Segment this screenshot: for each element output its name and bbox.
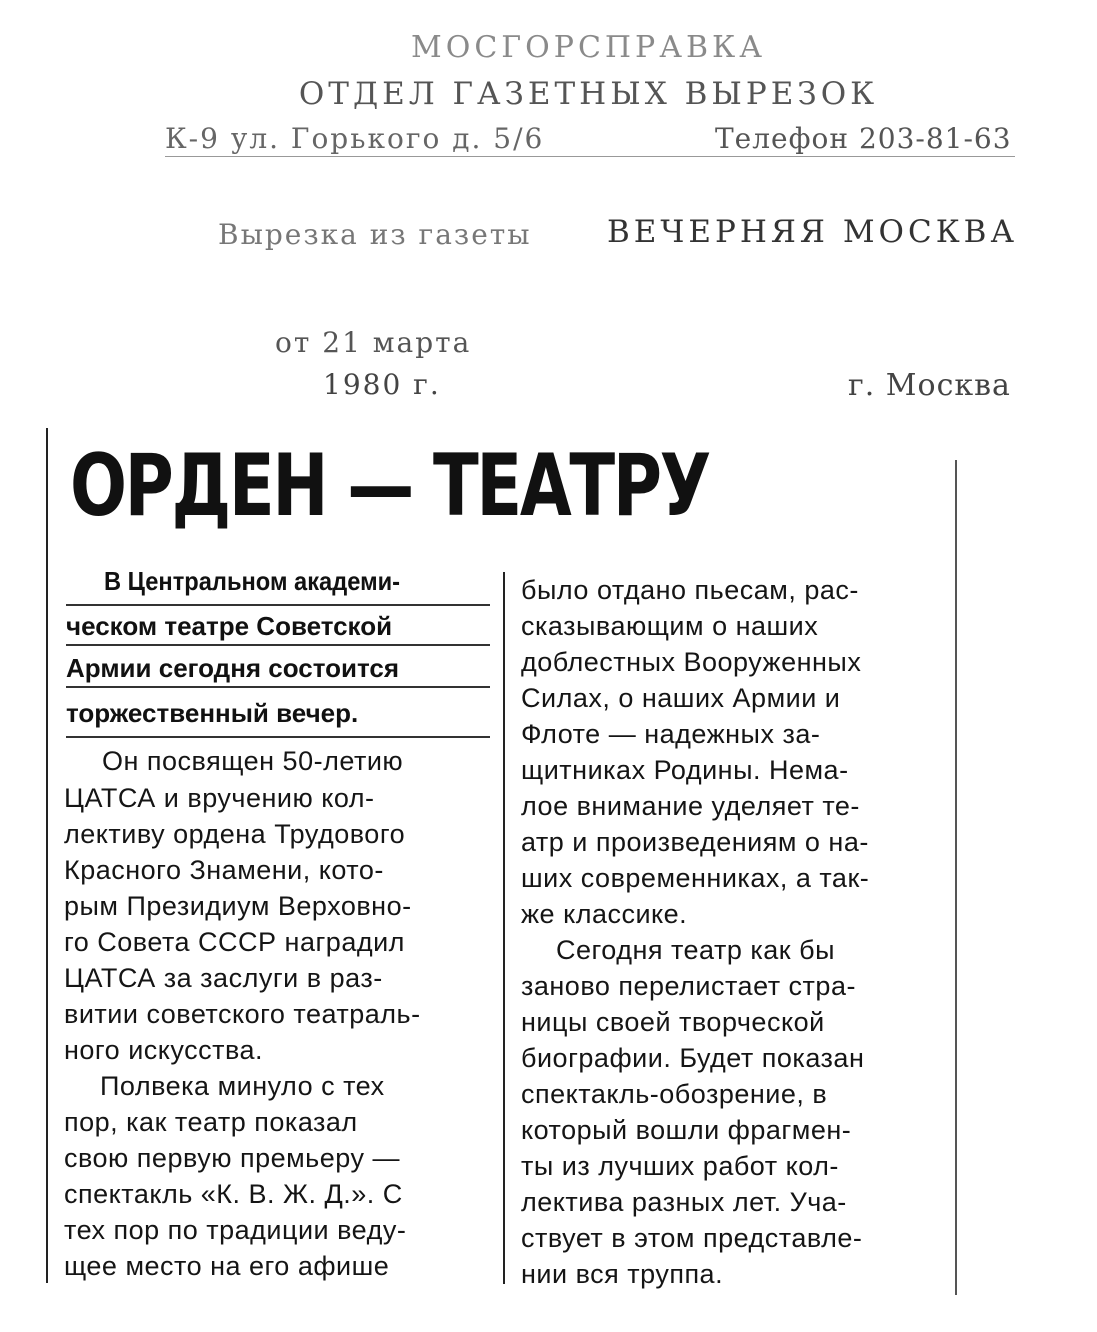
body-line: Флоте — надежных за- [521, 719, 821, 749]
body-line: биографии. Будет показан [521, 1043, 865, 1073]
year-label: 1980 г. [323, 368, 441, 401]
header-phone: Телефон 203-81-63 [715, 122, 1012, 155]
body-line: спектакль «К. В. Ж. Д.». С [64, 1179, 403, 1209]
body-line: ствует в этом представле- [521, 1223, 863, 1253]
body-line: щее место на его афише [64, 1251, 390, 1281]
city-label: г. Москва [848, 368, 1011, 403]
body-line: Красного Знамени, кото- [64, 855, 384, 885]
body-line: заново перелистает стра- [521, 971, 856, 1001]
body-line: спектакль-обозрение, в [521, 1079, 828, 1109]
body-line: ного искусства. [64, 1035, 264, 1065]
body-line: витии советского театраль- [64, 999, 421, 1029]
body-line: Он посвящен 50-летию [102, 746, 404, 776]
lead-line: Армии сегодня состоится [66, 653, 400, 683]
lead-line: В Центральном академи- [104, 566, 401, 596]
body-line: лектива разных лет. Уча- [521, 1187, 847, 1217]
body-line: Силах, о наших Армии и [521, 683, 841, 713]
body-line: лективу ордена Трудового [64, 819, 406, 849]
header-address: К-9 ул. Горького д. 5/6 [165, 122, 545, 155]
body-line: ницы своей творческой [521, 1007, 825, 1037]
header-address-underline [165, 156, 1015, 157]
clipping-border-left [46, 428, 48, 1283]
body-line: пор, как театр показал [64, 1107, 358, 1137]
body-line: сказывающим о наших [521, 611, 819, 641]
body-line: щитниках Родины. Нема- [521, 755, 849, 785]
body-line: ты из лучших работ кол- [521, 1151, 839, 1181]
lead-line: торжественный вечер. [66, 698, 359, 728]
lead-rule-2 [66, 644, 490, 646]
body-line: ших современниках, а так- [521, 863, 870, 893]
body-line: лое внимание уделяет те- [521, 791, 860, 821]
body-line: атр и произведениям о на- [521, 827, 869, 857]
body-line: нии вся труппа. [521, 1259, 724, 1289]
body-line: доблестных Вооруженных [521, 647, 862, 677]
lead-top-rule [66, 604, 490, 606]
body-line: ЦАТСА и вручению кол- [64, 783, 375, 813]
column-divider [503, 572, 505, 1284]
body-line: Сегодня театр как бы [556, 935, 835, 965]
body-line: го Совета СССР наградил [64, 927, 405, 957]
cutting-from-label: Вырезка из газеты [218, 218, 532, 251]
body-line: свою первую премьеру — [64, 1143, 400, 1173]
lead-rule-3 [66, 686, 490, 688]
body-line: ЦАТСА за заслуги в раз- [64, 963, 383, 993]
lead-line: ческом театре Советской [66, 611, 393, 641]
body-line: было отдано пьесам, рас- [521, 575, 859, 605]
body-line: Полвека минуло с тех [100, 1071, 385, 1101]
body-line: рым Президиум Верховно- [64, 891, 412, 921]
header-department: ОТДЕЛ ГАЗЕТНЫХ ВЫРЕЗОК [298, 76, 879, 112]
headline: ОРДЕН — ТЕАТРУ [70, 436, 710, 536]
clipping-border-right [955, 460, 957, 1295]
body-line: же классике. [521, 899, 688, 929]
date-label: от 21 марта [275, 326, 472, 359]
body-line: тех пор по традиции веду- [64, 1215, 407, 1245]
lead-rule-4 [66, 736, 490, 738]
header-agency: МОСГОРСПРАВКА [411, 30, 766, 65]
newspaper-name: ВЕЧЕРНЯЯ МОСКВА [607, 214, 1018, 250]
body-line: который вошли фрагмен- [521, 1115, 852, 1145]
